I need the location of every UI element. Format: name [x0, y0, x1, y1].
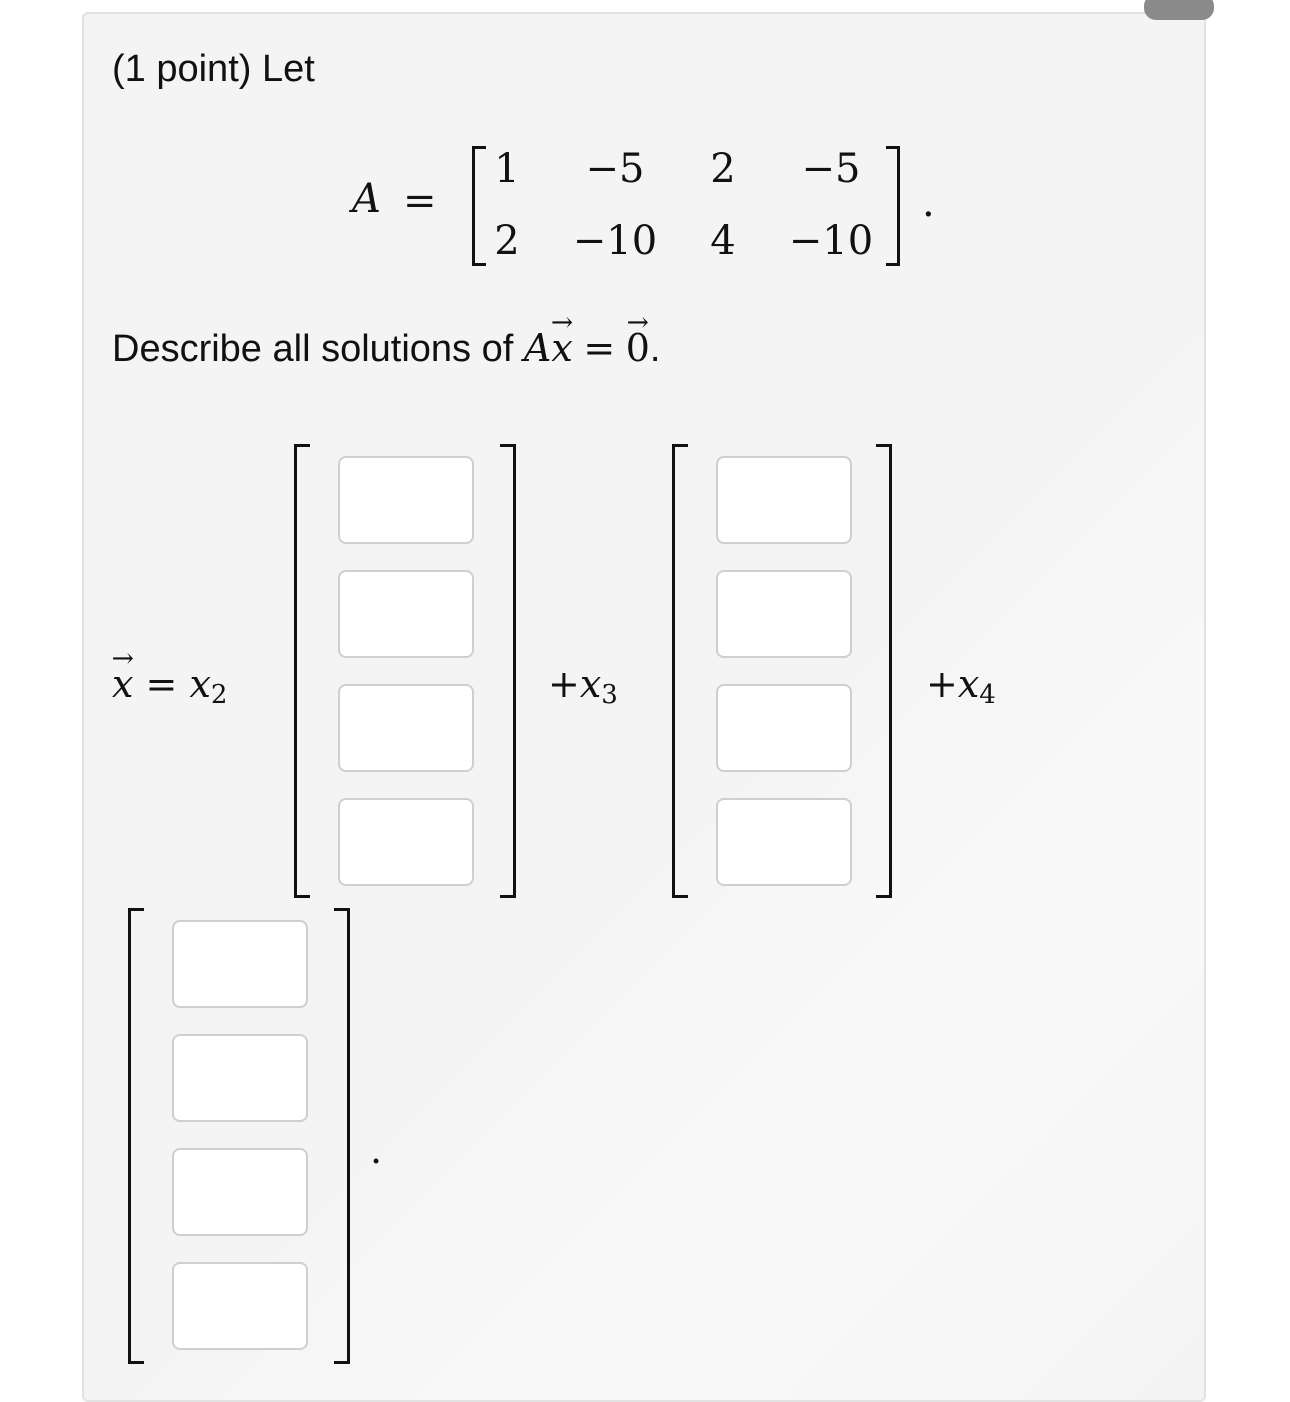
problem-intro: (1 point) Let	[112, 48, 315, 90]
coefficient-var: x	[189, 662, 211, 706]
vector3-right-bracket	[334, 908, 350, 1364]
vector1-entry-1[interactable]	[338, 456, 474, 544]
vector3-entry-2[interactable]	[172, 1034, 308, 1122]
coefficient-var: x	[579, 662, 602, 706]
matrix-label: A	[352, 176, 381, 222]
coefficient-x2	[189, 662, 228, 710]
vector1-entry-2[interactable]	[338, 570, 474, 658]
matrix-cell: −10	[788, 218, 874, 264]
equation-A: A	[523, 326, 552, 370]
matrix-right-bracket	[886, 146, 900, 266]
solution-vector-x: → x	[112, 662, 133, 706]
plus-x4	[926, 662, 996, 710]
zero-vector: → 0	[626, 326, 650, 370]
equation-equals: =	[583, 326, 616, 370]
vector2-entry-2[interactable]	[716, 570, 852, 658]
matrix-cell: 2	[710, 146, 736, 192]
matrix-cell: −10	[572, 218, 658, 264]
vector2-right-bracket	[876, 444, 892, 898]
matrix-cell: 4	[710, 218, 736, 264]
question-period: .	[649, 328, 661, 370]
final-period: .	[370, 1128, 383, 1172]
matrix-equals: =	[403, 178, 437, 224]
coefficient-sub: 3	[601, 680, 618, 710]
plus-x3	[548, 662, 618, 710]
vector1-left-bracket	[294, 444, 310, 898]
solution-lhs	[112, 662, 227, 710]
matrix-period: .	[922, 180, 935, 226]
plus-sign: +	[926, 662, 958, 706]
solution-equals: =	[145, 662, 178, 706]
vector3-entry-4[interactable]	[172, 1262, 308, 1350]
vector1-entry-4[interactable]	[338, 798, 474, 886]
vector2-entry-1[interactable]	[716, 456, 852, 544]
vector2-left-bracket	[672, 444, 688, 898]
question-label: Describe all solutions of	[112, 328, 514, 370]
vector-x: → x	[551, 326, 572, 370]
coefficient-sub: 4	[979, 680, 996, 710]
plus-sign: +	[548, 662, 580, 706]
matrix-cell: −5	[585, 146, 645, 192]
vector2-entry-4[interactable]	[716, 798, 852, 886]
matrix-cell: 2	[494, 218, 520, 264]
vector1-entry-3[interactable]	[338, 684, 474, 772]
corner-tab	[1144, 0, 1214, 20]
vector1-right-bracket	[500, 444, 516, 898]
coefficient-var: x	[957, 662, 980, 706]
vector3-left-bracket	[128, 908, 144, 1364]
coefficient-sub: 2	[210, 680, 228, 710]
matrix-cell: 1	[494, 146, 520, 192]
matrix-cell: −5	[801, 146, 861, 192]
vector2-entry-3[interactable]	[716, 684, 852, 772]
vector3-entry-3[interactable]	[172, 1148, 308, 1236]
vector3-entry-1[interactable]	[172, 920, 308, 1008]
question-text	[112, 326, 660, 371]
